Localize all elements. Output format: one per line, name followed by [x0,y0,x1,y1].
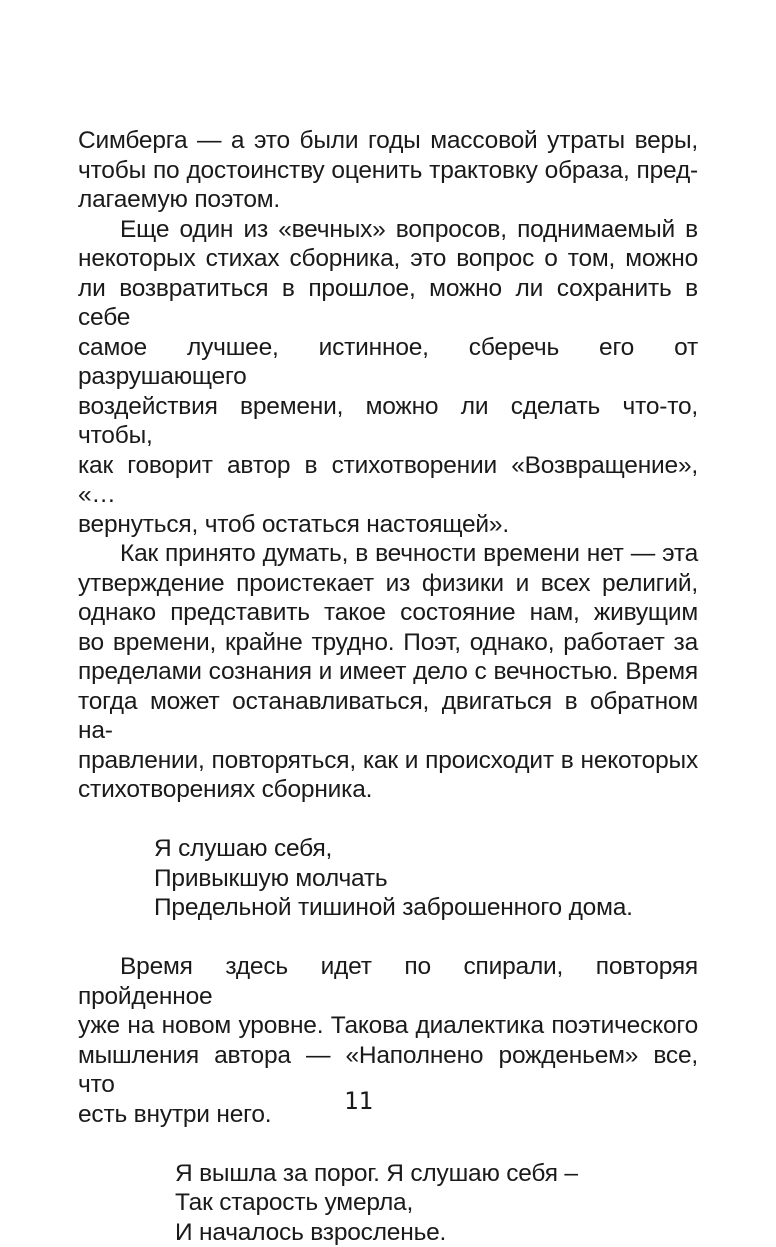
paragraph [78,952,698,1129]
text-line: во времени, крайне трудно. Поэт, однако, работает за [78,628,698,658]
text-line: утверждение проистекает из физики и всех религий, [78,569,698,599]
text-line: как говорит автор в стихотворении «Возвращение», «… [78,451,698,510]
verse-line: Я слушаю себя, [154,834,698,864]
text-line: Симберга — а это были годы массовой утраты веры, [78,126,698,156]
text-line: самое лучшее, истинное, сберечь его от разрушающего [78,333,698,392]
text-line: однако представить такое состояние нам, живущим [78,598,698,628]
text-line: есть внутри него. [78,1100,698,1130]
verse-line: Я вышла за порог. Я слушаю себя – [175,1159,698,1189]
text-line: уже на новом уровне. Такова диалектика поэтического [78,1011,698,1041]
text-line: правлении, повторяться, как и происходит в некоторых [78,746,698,776]
verse-line: И началось взросленье. [175,1218,698,1247]
paragraph [78,126,698,215]
text-line: вернуться, чтоб остаться настоящей». [78,510,698,540]
verse-quote [78,834,698,923]
text-line: Еще один из «вечных» вопросов, поднимаемый в [78,215,698,245]
text-line: стихотворениях сборника. [78,775,698,805]
verse-quote [78,1159,698,1247]
text-line: некоторых стихах сборника, это вопрос о том, можно [78,244,698,274]
text-line: лагаемую поэтом. [78,185,698,215]
verse-line: Так старость умерла, [175,1188,698,1218]
text-line: Как принято думать, в вечности времени нет — эта [78,539,698,569]
text-line: ли возвратиться в прошлое, можно ли сохранить в себе [78,274,698,333]
text-area [78,126,698,1247]
text-line: мышления автора — «Наполнено рожденьем» все, что [78,1041,698,1100]
verse-line: Привыкшую молчать [154,864,698,894]
text-line: пределами сознания и имеет дело с вечностью. Время [78,657,698,687]
text-line: тогда может останавливаться, двигаться в обратном на- [78,687,698,746]
paragraph [78,215,698,540]
text-line: чтобы по достоинству оценить трактовку образа, пред- [78,156,698,186]
paragraph [78,539,698,805]
text-line: воздействия времени, можно ли сделать что-то, чтобы, [78,392,698,451]
text-line: Время здесь идет по спирали, повторяя пройденное [78,952,698,1011]
verse-line: Предельной тишиной заброшенного дома. [154,893,698,923]
page-number: 11 [344,1088,373,1114]
